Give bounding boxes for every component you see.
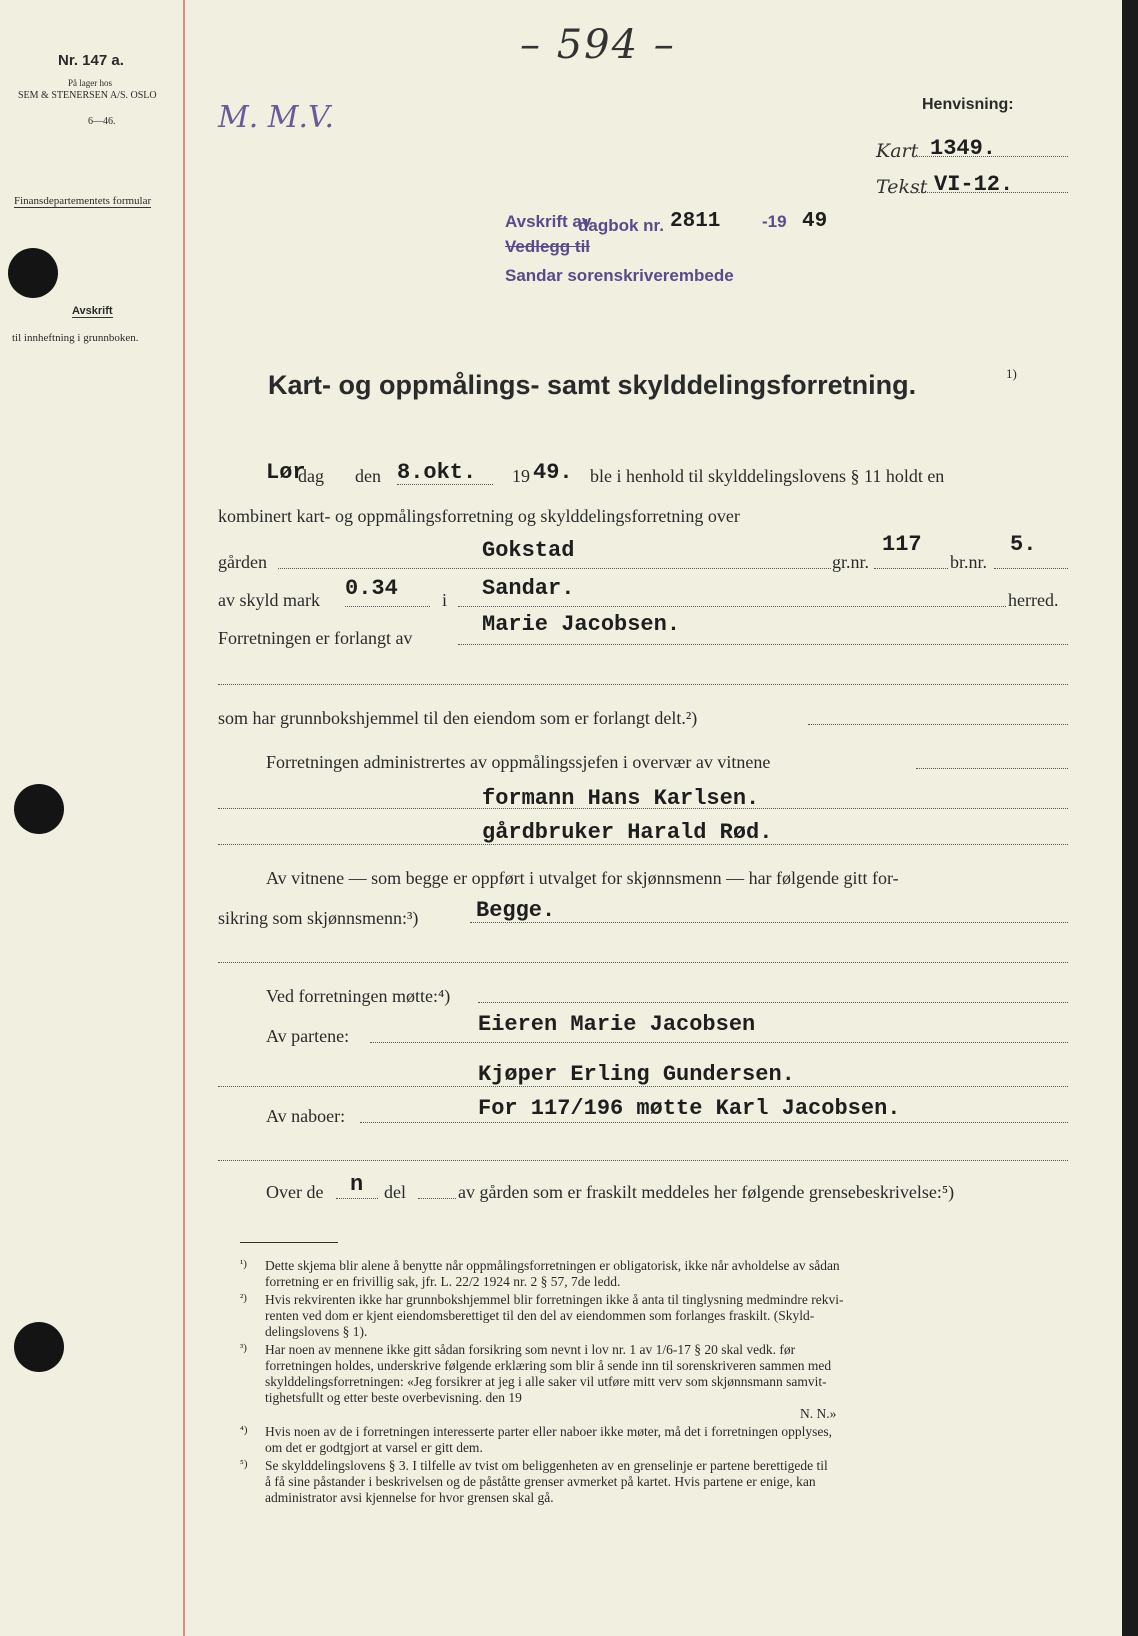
print-date: 6—46. (88, 116, 116, 127)
date-value: 8.okt. (397, 460, 477, 485)
ministry-form: Finansdepartementets formular (14, 195, 152, 207)
footnote-5-line1: Se skylddelingslovens § 3. I tilfelle av tvist om beliggenheten av en grenselinje er partene berettigede til (265, 1458, 828, 1473)
attended-label: Ved forretningen møtte:⁴) (266, 986, 451, 1006)
stamp-copy-of: Avskrift av (505, 212, 592, 231)
label-den: den (355, 466, 381, 486)
footnote-4-marker: ⁴) (240, 1424, 248, 1436)
footnote-3-line1: Har noen av mennene ikke gitt sådan forsikring som nevnt i lov nr. 1 av 1/6-17 § 20 skal vedk. før (265, 1342, 796, 1357)
map-value: 1349. (930, 136, 997, 161)
requested-label: Forretningen er forlangt av (218, 628, 413, 648)
stamp-journal: dagbok nr. (578, 216, 664, 235)
punch-hole (14, 1322, 64, 1372)
journal-year: 49 (802, 210, 828, 233)
farm-label: gården (218, 552, 267, 572)
form-number: Nr. 147 a. (58, 52, 124, 69)
party-2: Kjøper Erling Gundersen. (478, 1062, 795, 1087)
witness-2: gårdbruker Harald Rød. (482, 820, 773, 845)
footnote-1-line2: forretning er en frivillig sak, jfr. L. 22/2 1924 nr. 2 § 57, 7de ledd. (265, 1274, 621, 1289)
title-footnote-ref: 1) (1006, 366, 1017, 381)
district-value: Sandar. (482, 576, 575, 601)
neighbours-label: Av naboer: (266, 1106, 346, 1126)
copy-note: til innheftning i grunnboken. (12, 332, 139, 344)
punch-hole (14, 784, 64, 834)
copy-label: Avskrift (72, 305, 113, 317)
margin-rule (183, 0, 185, 1636)
assurance-label: sikring som skjønnsmenn:³) (218, 908, 419, 928)
tax-label: av skyld mark (218, 590, 320, 610)
footnote-5-line2: å få sine påstander i beskrivelsen og de påståtte grenser avmerket på kartet. Hvis partene er enige, kan (265, 1474, 816, 1489)
weekday-prefix: Lør (266, 460, 306, 485)
stamp-year-prefix: -19 (762, 212, 787, 231)
printer-line1: På lager hos (68, 78, 112, 88)
body-line1: ble i henhold til skylddelingslovens § 11 holdt en (590, 466, 945, 486)
footnote-1-line1: Dette skjema blir alene å benytte når oppmålingsforretningen er obligatorisk, ikke når avholdelse av sådan (265, 1258, 840, 1273)
gnr-label: gr.nr. (832, 552, 870, 572)
handwritten-initials: M. M.V. (218, 100, 335, 135)
footnote-2-marker: ²) (240, 1292, 247, 1304)
footnote-1-marker: ¹) (240, 1258, 247, 1270)
map-label: Kart (876, 140, 919, 162)
reference-heading: Henvisning: (922, 96, 1014, 113)
gnr-value: 117 (882, 532, 922, 557)
text-label: Tekst (876, 176, 928, 198)
boundary-line: av gården som er fraskilt meddeles her følgende grensebeskrivelse:⁵) (458, 1182, 955, 1202)
witness-1: formann Hans Karlsen. (482, 786, 760, 811)
footnote-3-marker: ³) (240, 1342, 247, 1354)
parties-label: Av partene: (266, 1026, 350, 1046)
footnote-2-line1: Hvis rekvirenten ikke har grunnbokshjemmel blir forretningen ikke å anta til tinglysning medmindre rekvi- (265, 1292, 844, 1307)
footnote-2-line3: delingslovens § 1). (265, 1324, 368, 1339)
neighbour-1: For 117/196 møtte Karl Jacobsen. (478, 1096, 901, 1121)
stamp-office: Sandar sorenskriverembede (505, 266, 734, 285)
journal-number: 2811 (670, 210, 721, 233)
requested-by: Marie Jacobsen. (482, 612, 681, 637)
printer-line2: SEM & STENERSEN A/S. OSLO (18, 90, 157, 101)
district-suffix: herred. (1008, 590, 1059, 610)
del-label: del (384, 1182, 406, 1202)
label-i: i (442, 590, 448, 610)
assurance-value: Begge. (476, 898, 556, 923)
farm-name: Gokstad (482, 538, 575, 563)
punch-hole (8, 248, 58, 298)
footnote-3-line4: tighetsfullt og etter beste overbevisning. den 19 (265, 1390, 522, 1405)
body-line2: kombinert kart- og oppmålingsforretning og skylddelingsforretning over (218, 506, 740, 526)
tax-value: 0.34 (345, 576, 398, 601)
bnr-value: 5. (1010, 532, 1037, 557)
year-prefix: 19 (512, 466, 530, 486)
page-number: – 594 – (520, 22, 676, 68)
over-label: Over de (266, 1182, 324, 1202)
fraction-value: n (350, 1172, 364, 1197)
year-value: 49. (533, 460, 573, 485)
party-1: Eieren Marie Jacobsen (478, 1012, 756, 1037)
footnote-4-line2: om det er godtgjort at varsel er gitt dem. (265, 1440, 483, 1455)
body-line7: som har grunnbokshjemmel til den eiendom som er forlangt delt.²) (218, 708, 698, 728)
footnote-3-signature: N. N.» (800, 1406, 837, 1421)
stamp-struck: Vedlegg til (505, 237, 591, 256)
footnote-4-line1: Hvis noen av de i forretningen interesserte parter eller naboer ikke møter, må det i forretningen opplyses, (265, 1424, 833, 1439)
body-line8: Forretningen administrertes av oppmålingssjefen i overvær av vitnene (266, 752, 771, 772)
footnote-3-line3: skylddelingsforretningen: «Jeg forsikrer at jeg i alle saker vil utføre mitt verv som skjønnsmann samvit- (265, 1374, 827, 1389)
footnote-2-line2: renten ved dom er kjent eiendomsberettiget til den del av eiendommen som forlanges fraskilt. (Skyld- (265, 1308, 815, 1323)
body-line11: Av vitnene — som begge er oppført i utvalget for skjønnsmenn — har følgende gitt for- (266, 868, 899, 888)
bnr-label: br.nr. (950, 552, 988, 572)
text-value: VI-12. (934, 172, 1014, 197)
footnote-5-line3: administrator avsi kjennelse for hvor grensen skal gå. (265, 1490, 554, 1505)
document-title: Kart- og oppmålings- samt skylddelingsforretning. (268, 370, 917, 400)
footnote-3-line2: forretningen holdes, underskrive følgende erklæring som blir å sende inn til sorenskriveren sammen med (265, 1358, 832, 1373)
footnote-5-marker: ⁵) (240, 1458, 248, 1470)
weekday-suffix: dag (298, 466, 324, 486)
